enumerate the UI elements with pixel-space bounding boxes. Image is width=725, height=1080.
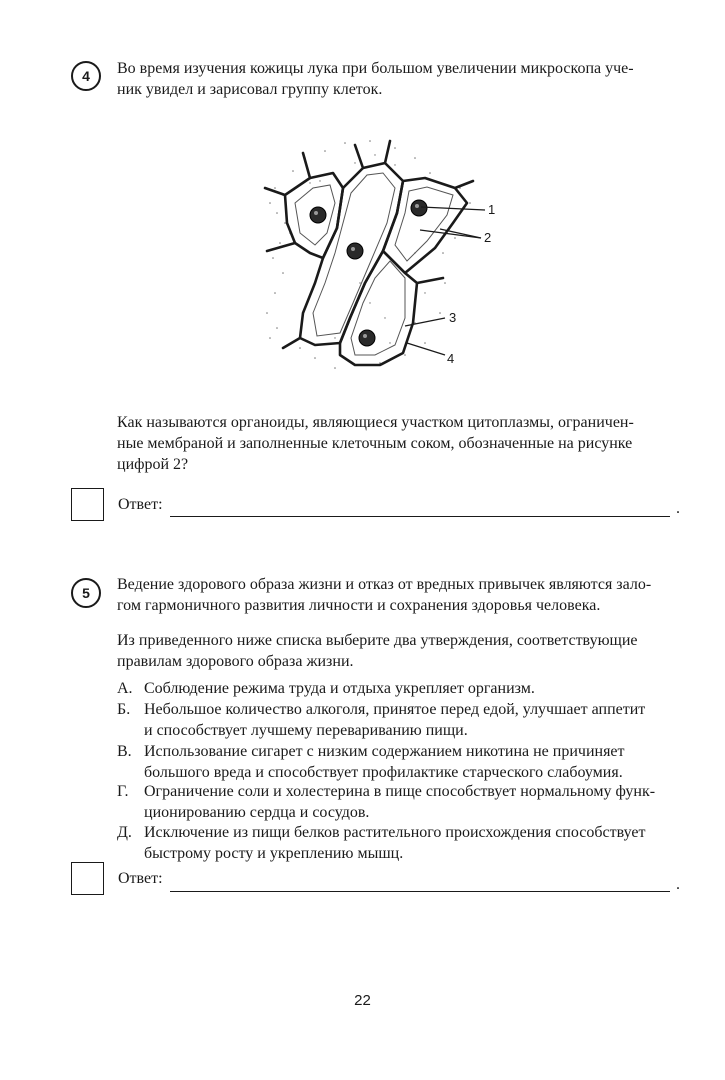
text-line: гом гармоничного развития личности и сохранения здоровья человека. <box>117 597 601 614</box>
question-4-intro <box>117 58 687 100</box>
option-text: Исключение из пищи белков растительного происхождения способствует <box>144 824 646 841</box>
option-letter: А. <box>117 680 133 697</box>
question-number: 5 <box>82 585 90 601</box>
option-letter: Б. <box>117 701 131 718</box>
option-text: Ограничение соли и холестерина в пище способствует нормальному функ- <box>144 783 656 800</box>
figure-label: 3 <box>449 310 457 325</box>
text-line: цифрой 2? <box>117 456 189 473</box>
text-line: ные мембраной и заполненные клеточным соком, обозначенные на рисунке <box>117 435 633 452</box>
page-number: 22 <box>354 992 371 1009</box>
option-letter: Д. <box>117 824 132 841</box>
option-text: ционированию сердца и сосудов. <box>144 804 370 821</box>
answer-end: . <box>676 876 680 893</box>
figure-label: 1 <box>488 202 496 217</box>
text-line: Ведение здорового образа жизни и отказ от вредных привычек являются зало- <box>117 576 652 593</box>
answer-checkbox[interactable] <box>71 862 104 895</box>
option-a <box>117 678 687 699</box>
option-b <box>117 699 687 741</box>
onion-cells-figure <box>255 133 495 378</box>
text-line: ник увидел и зарисовал группу клеток. <box>117 81 383 98</box>
option-v <box>117 741 687 783</box>
question-number-badge <box>71 61 101 91</box>
option-text: Небольшое количество алкоголя, принятое перед едой, улучшает аппетит <box>144 701 646 718</box>
text-line: Во время изучения кожицы лука при большом увеличении микроскопа уче- <box>117 60 634 77</box>
option-text: Использование сигарет с низким содержанием никотина не причиняет <box>144 743 625 760</box>
text-line: Как называются органоиды, являющиеся участком цитоплазмы, ограничен- <box>117 414 634 431</box>
figure-label: 2 <box>484 230 492 245</box>
question-5-instruction <box>117 630 687 672</box>
text-line: Из приведенного ниже списка выберите два утверждения, соответствующие <box>117 632 638 649</box>
option-letter: В. <box>117 743 132 760</box>
answer-label: Ответ: <box>118 870 163 887</box>
question-number: 4 <box>82 68 90 84</box>
option-text: быстрому росту и укреплению мышц. <box>144 845 404 862</box>
figure-label: 4 <box>447 351 455 366</box>
question-4-text <box>117 412 687 475</box>
option-g <box>117 781 687 823</box>
answer-checkbox[interactable] <box>71 488 104 521</box>
option-text: и способствует лучшему перевариванию пищи. <box>144 722 468 739</box>
question-5-intro <box>117 574 687 616</box>
answer-input-line[interactable] <box>170 891 670 892</box>
text-line: правилам здорового образа жизни. <box>117 653 354 670</box>
answer-input-line[interactable] <box>170 516 670 517</box>
answer-label: Ответ: <box>118 496 163 513</box>
option-letter: Г. <box>117 783 129 800</box>
answer-end: . <box>676 500 680 517</box>
option-text: большого вреда и способствует профилактике старческого слабоумия. <box>144 764 623 781</box>
option-d <box>117 822 687 864</box>
question-number-badge <box>71 578 101 608</box>
option-text: Соблюдение режима труда и отдыха укрепляет организм. <box>144 680 535 697</box>
